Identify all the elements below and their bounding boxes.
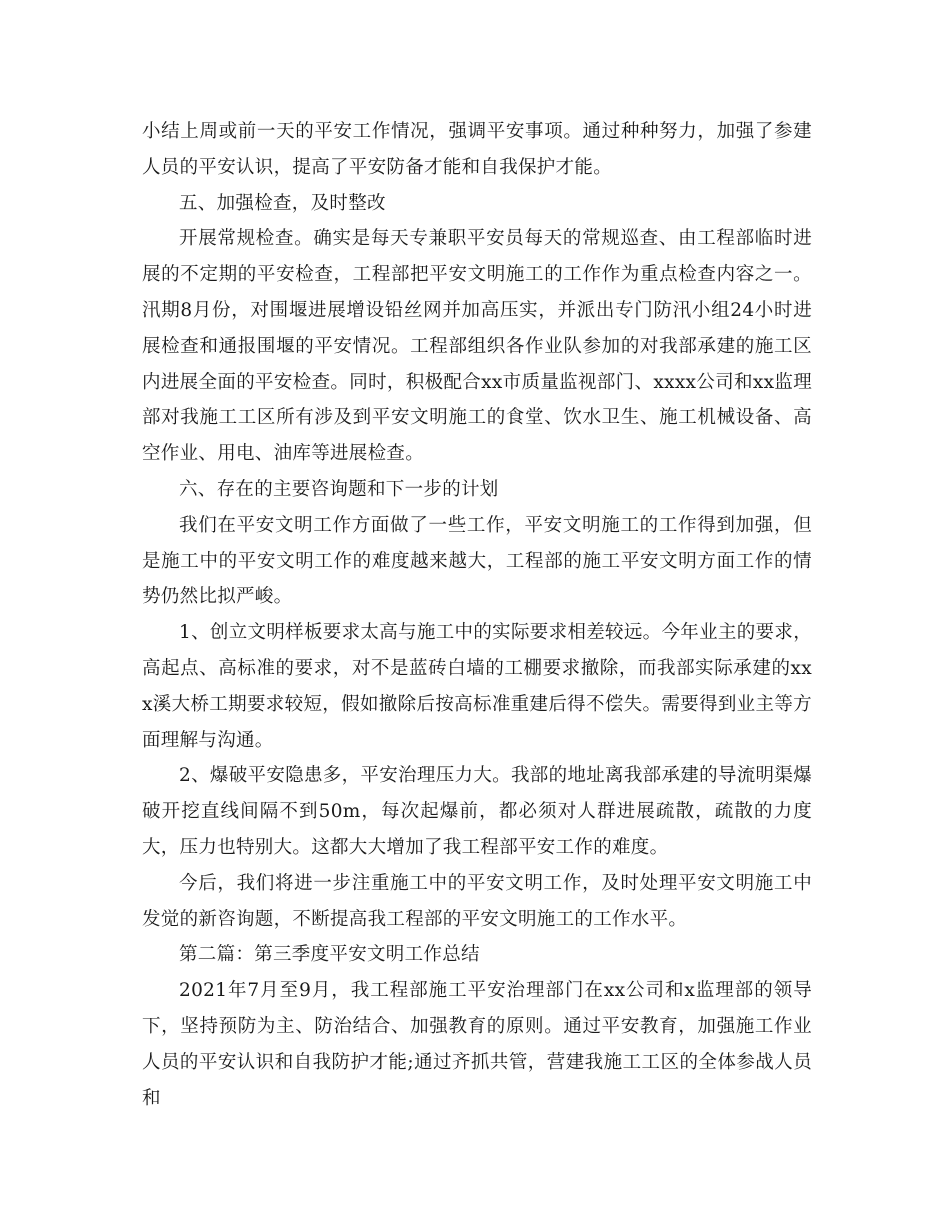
section-heading-six: 六、存在的主要咨询题和下一步的计划 bbox=[179, 478, 499, 500]
paragraph-work-summary: 我们在平安文明工作方面做了一些工作，平安文明施工的工作得到加强，但是施工中的平安文明工作的难度越来越大，工程部的施工平安文明方面工作的情势仍然比拟严峻。 bbox=[142, 514, 812, 608]
article-two-heading: 第二篇：第三季度平安文明工作总结 bbox=[179, 944, 480, 966]
section-heading-five: 五、加强检查，及时整改 bbox=[179, 192, 386, 214]
paragraph-inspection: 开展常规检查。确实是每天专兼职平安员每天的常规巡查、由工程部临时进展的不定期的平安检查，工程部把平安文明施工的工作作为重点检查内容之一。汛期8月份，对围堰进展增设铅丝网并加高压实，并派出专门防汛小组24小时进展检查和通报围堰的平安情况。工程部组织各作业队参加的对我部承建的施工区内进展全面的平安检查。同时，积极配合xx市质量监视部门、xxxx公司和xx监理部对我施工工区所有涉及到平安文明施工的食堂、饮水卫生、施工机械设备、高空作业、用电、油库等进展检查。 bbox=[142, 228, 812, 465]
paragraph-continuation: 小结上周或前一天的平安工作情况，强调平安事项。通过种种努力，加强了参建人员的平安认识，提高了平安防备才能和自我保护才能。 bbox=[142, 121, 812, 178]
document-body bbox=[142, 114, 812, 1116]
paragraph-issue-two: 2、爆破平安隐患多，平安治理压力大。我部的地址离我部承建的导流明渠爆破开挖直线间隔不到50m，每次起爆前，都必须对人群进展疏散，疏散的力度大，压力也特别大。这都大大增加了我工程部平安工作的难度。 bbox=[142, 765, 812, 858]
paragraph-q3-intro: 2021年7月至9月，我工程部施工平安治理部门在xx公司和x监理部的领导下，坚持预防为主、防治结合、加强教育的原则。通过平安教育，加强施工作业人员的平安认识和自我防护才能;通过齐抓共管，营建我施工工区的全体参战人员和 bbox=[142, 980, 812, 1109]
paragraph-future-plan: 今后，我们将进一步注重施工中的平安文明工作，及时处理平安文明施工中发觉的新咨询题，不断提高我工程部的平安文明施工的工作水平。 bbox=[142, 872, 812, 930]
paragraph-issue-one: 1、创立文明样板要求太高与施工中的实际要求相差较远。今年业主的要求，高起点、高标准的要求，对不是蓝砖白墙的工棚要求撤除，而我部实际承建的xxx溪大桥工期要求较短，假如撤除后按高标准重建后得不偿失。需要得到业主等方面理解与沟通。 bbox=[142, 622, 812, 751]
